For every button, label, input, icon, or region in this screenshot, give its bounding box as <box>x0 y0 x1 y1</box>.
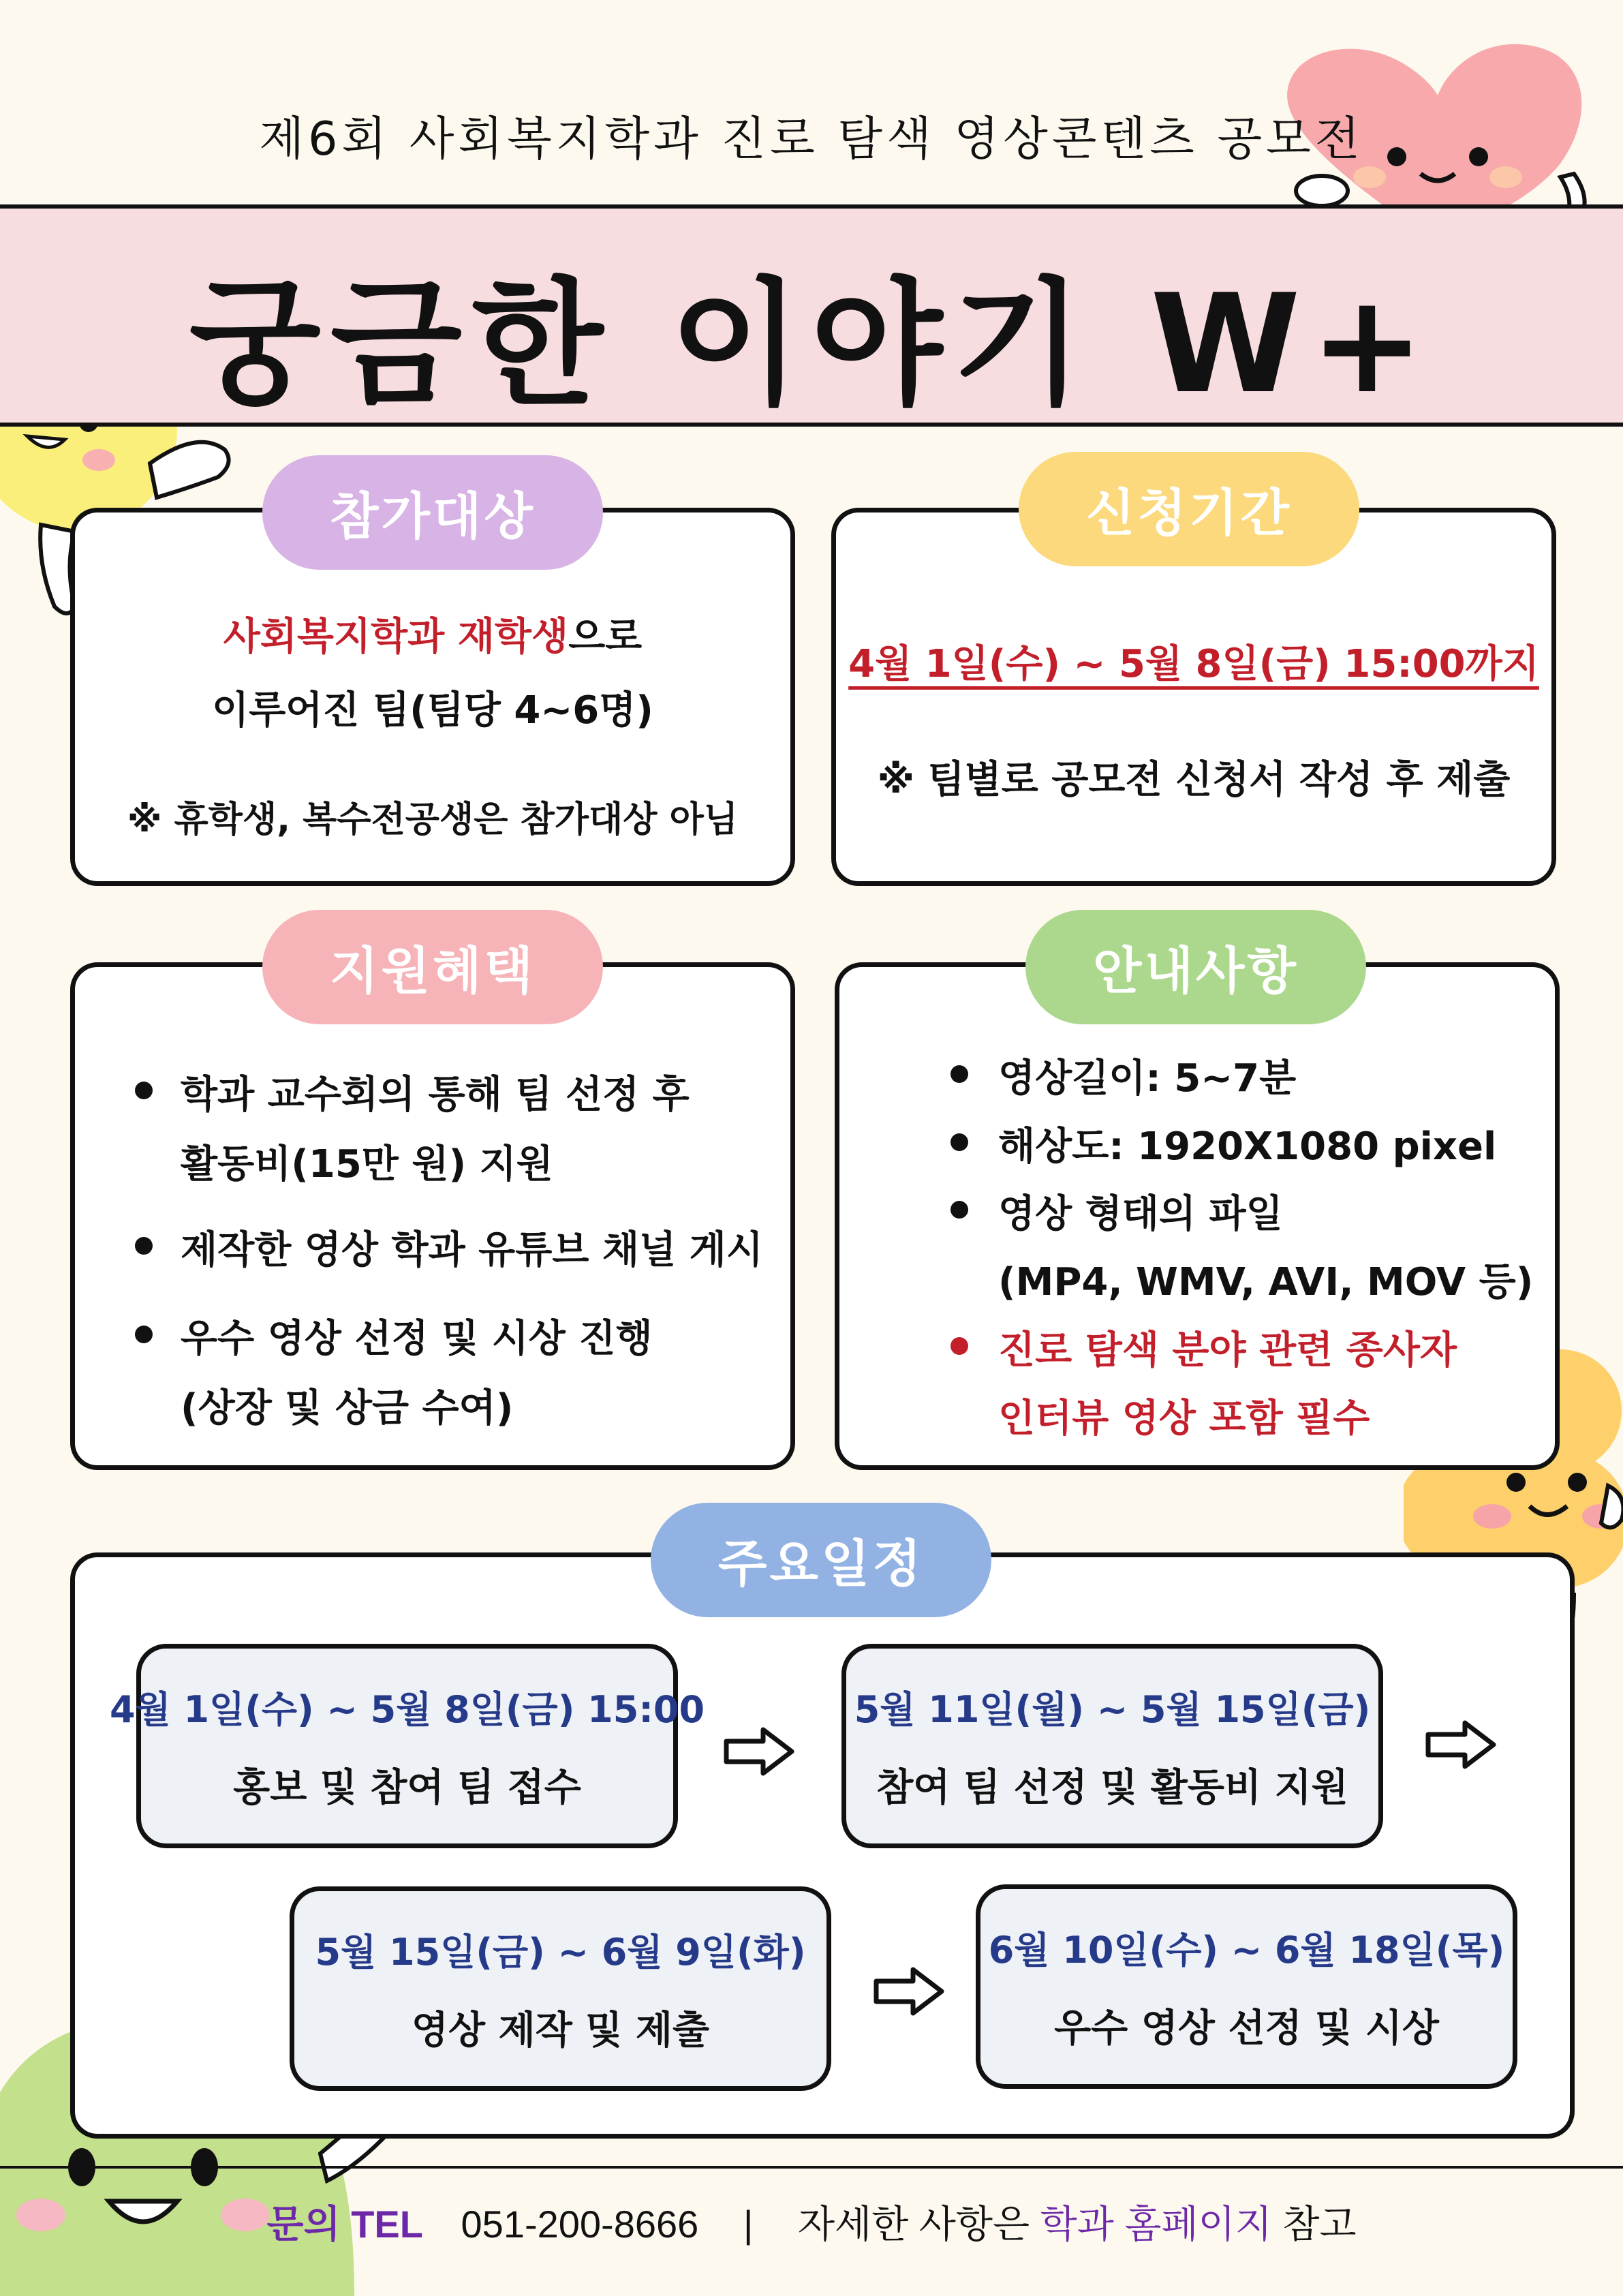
notice-3-line2: (MP4, WMV, AVI, MOV 등) <box>998 1260 1534 1304</box>
notice-1: 영상길이: 5~7분 <box>998 1056 1297 1101</box>
eligibility-suffix: 으로 <box>568 615 643 659</box>
eligibility-note: ※ 휴학생, 복수전공생은 참가대상 아님 <box>127 799 739 840</box>
footer <box>0 2194 1623 2249</box>
bullet-icon <box>135 1082 153 1099</box>
bullet-icon <box>950 1065 968 1083</box>
bullet-icon <box>950 1133 968 1151</box>
subtitle: 제6회 사회복지학과 진로 탐색 영상콘텐츠 공모전 <box>259 112 1364 166</box>
schedule-step-3 <box>290 1886 831 2091</box>
notice-2: 해상도: 1920X1080 pixel <box>998 1124 1497 1169</box>
schedule-step-date: 4월 1일(수) ~ 5월 8일(금) 15:00 <box>109 1687 705 1731</box>
notice-3-line1: 영상 형태의 파일 <box>998 1192 1283 1236</box>
contact-phone[interactable]: 051-200-8666 <box>461 2203 699 2246</box>
footer-text-b: 참고 <box>1271 2203 1357 2246</box>
period-note: ※ 팀별로 공모전 신청서 작성 후 제출 <box>877 758 1511 802</box>
eligibility-heading: 참가대상 <box>262 455 603 570</box>
eligibility-line2: 이루어진 팀(팀당 4~6명) <box>212 688 653 733</box>
schedule-step-desc: 홍보 및 참여 팀 접수 <box>233 1765 581 1810</box>
notice-4-line1: 진로 탐색 분야 관련 종사자 <box>998 1328 1457 1373</box>
schedule-step-desc: 영상 제작 및 제출 <box>411 2008 710 2053</box>
bullet-icon <box>950 1337 968 1355</box>
notice-4-line2: 인터뷰 영상 포함 필수 <box>998 1396 1370 1441</box>
schedule-step-2 <box>841 1644 1383 1848</box>
arrow-right-icon <box>1424 1717 1499 1772</box>
page-title: 궁금한 이야기 W+ <box>189 265 1434 424</box>
benefits-heading: 지원혜택 <box>262 910 603 1024</box>
bullet-icon <box>135 1326 153 1343</box>
eligibility-line1 <box>70 607 795 661</box>
arrow-right-icon <box>722 1724 797 1779</box>
contact-label: 문의 TEL <box>266 2203 423 2246</box>
eligibility-dept: 사회복지학과 <box>223 615 445 659</box>
bullet-icon <box>950 1201 968 1219</box>
schedule-step-date: 5월 11일(월) ~ 5월 15일(금) <box>854 1687 1371 1731</box>
benefit-2-line1: 제작한 영상 학과 유튜브 채널 게시 <box>181 1228 763 1272</box>
schedule-step-date: 6월 10일(수) ~ 6월 18일(목) <box>988 1928 1505 1972</box>
homepage-link[interactable]: 학과 홈페이지 <box>1040 2203 1272 2246</box>
period-dates: 4월 1일(수) ~ 5월 8일(금) 15:00까지 <box>848 642 1539 686</box>
benefit-3-line1: 우수 영상 선정 및 시상 진행 <box>181 1317 653 1361</box>
eligibility-student: 재학생 <box>457 615 569 659</box>
footer-separator: | <box>743 2203 754 2246</box>
arrow-right-icon <box>872 1964 947 2019</box>
footer-divider <box>0 2166 1623 2169</box>
notice-heading: 안내사항 <box>1025 910 1366 1024</box>
schedule-step-desc: 참여 팀 선정 및 활동비 지원 <box>876 1765 1348 1810</box>
benefit-1-line2: 활동비(15만 원) 지원 <box>181 1142 553 1187</box>
benefit-1-line1: 학과 교수회의 통해 팀 선정 후 <box>181 1073 690 1117</box>
bullet-icon <box>135 1237 153 1255</box>
schedule-step-4 <box>976 1884 1517 2089</box>
footer-text-a: 자세한 사항은 <box>797 2203 1040 2246</box>
benefit-3-line2: (상장 및 상금 수여) <box>181 1386 514 1430</box>
schedule-heading: 주요일정 <box>651 1503 991 1617</box>
period-heading: 신청기간 <box>1019 452 1359 566</box>
schedule-step-date: 5월 15일(금) ~ 6월 9일(화) <box>315 1930 806 1974</box>
schedule-step-1 <box>109 1644 705 1848</box>
schedule-step-desc: 우수 영상 선정 및 시상 <box>1054 2006 1439 2051</box>
